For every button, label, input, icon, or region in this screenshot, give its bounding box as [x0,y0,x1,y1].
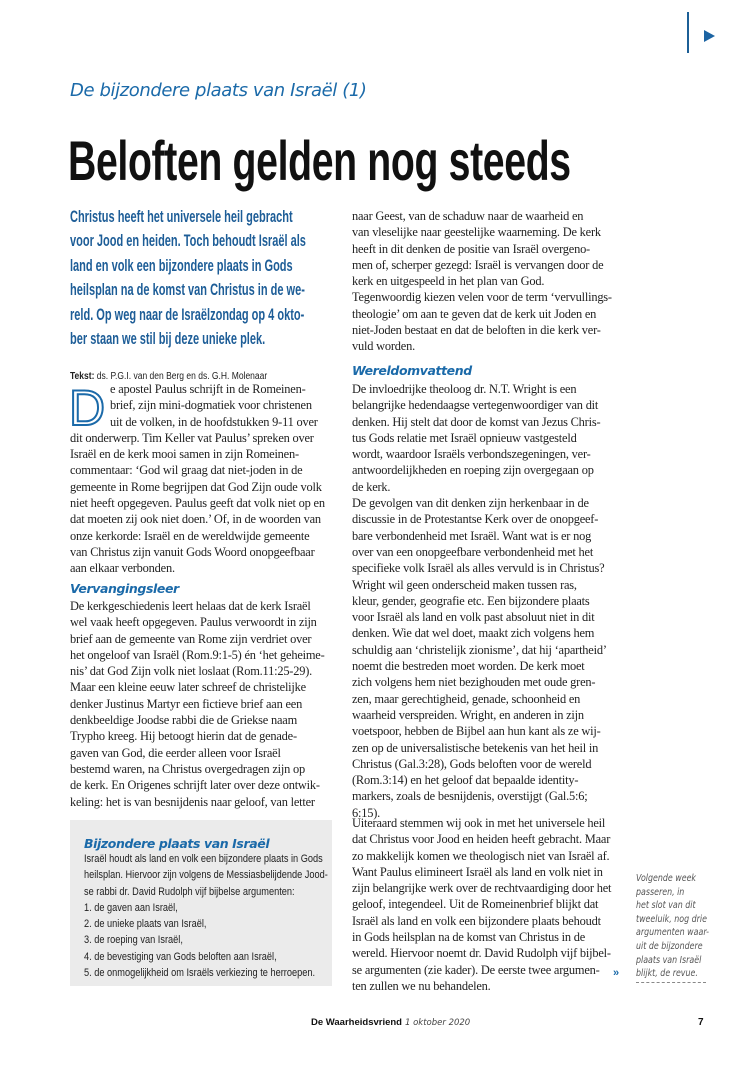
text-line: aan elkaar verbonden. [70,561,175,576]
text-line: Uiteraard stemmen wij ook in met het universele heil [352,816,606,830]
text-line: antwoordelijkheden en roeping zijn overgegaan op [352,463,594,478]
intro-paragraph [70,381,325,577]
text-line: voor Israël als land en volk past absoluut niet in dit [352,610,595,625]
section-paragraph [70,598,325,810]
credit-authors: ds. P.G.I. van den Berg en ds. G.H. Molenaar [96,371,268,382]
text-line: De kerkgeschiedenis leert helaas dat de kerk Israël [70,599,311,613]
text-line: schuldig aan ‘christelijk zionisme’, dat hij ‘apartheid’ [352,642,607,657]
page-footer [311,1017,470,1028]
text-line: 6:15). [352,805,381,820]
text-line: onze kerkorde: Israël en de wereldwijde gemeente [70,528,310,543]
text-line: uit de bijzondere [636,940,703,952]
text-line: Christus (Gal.3:28), Gods beloften voor de wereld [352,756,592,771]
text-line: 1. de gaven aan Israël, [84,901,178,914]
text-line: 5. de onmogelijkheid om Israëls verkiezing te herroepen. [84,967,316,980]
text-line: wordt, waardoor Israëls verbondszegeningen, ver- [352,447,591,462]
text-line: kleur, gender, geografie etc. Een bijzondere plaats [352,593,590,608]
text-line: Trypho kreeg. Hij betoogt hierin dat de genade- [70,729,297,744]
section-paragraph [352,381,607,821]
page-title: Beloften gelden nog steeds [68,129,571,192]
text-line: gemeente in Rome begrijpen dat God Zijn oude volk [70,479,322,494]
text-line: wel vaak heeft opgegeven. Paulus verwoordt in zijn [70,615,317,630]
text-line: tus Gods relatie met Israël opnieuw vastgesteld [352,430,577,445]
info-box-text [84,851,328,981]
text-line: Israël houdt als land en volk een bijzondere plaats in Gods [84,853,323,865]
text-line: tweeluik, nog drie [636,913,707,925]
credit-label: Tekst: [70,371,95,382]
text-line: Maar een kleine eeuw later schreef de christelijke [70,680,306,695]
text-line: Wright wil geen onderscheid maken tussen ras, [352,577,577,592]
text-line: De gevolgen van dit denken zijn herkenbaar in de [352,496,589,511]
text-line: specifieke volk Israël als alles vervuld is in Christus? [352,561,605,576]
text-line: Israël als land en volk een bijzondere plaats behoudt [352,913,601,928]
text-line: 4. de bevestiging van Gods beloften aan Israël, [84,950,277,963]
text-line: gaven van God, die eerder alleen voor Israël [70,745,281,760]
text-line: niet heeft opgegeven. Paulus geeft dat volk niet op en [70,496,325,511]
text-line: nis’ dat God Zijn volk niet loslaat (Rom.11:25-29). [70,664,313,679]
info-box-content [84,836,364,981]
info-box-heading: Bijzondere plaats van Israël [84,836,270,851]
sidebar-note [636,872,709,981]
text-line: commentaar: ‘God wil graag dat niet-joden in de [70,463,303,478]
text-line: denken. Hij stelt dat door de komst van Jezus Chris- [352,414,601,429]
text-line: zijn belangrijke werk over de rechtvaardiging door het [352,881,612,896]
text-line: dat Christus voor Jood en heiden heeft gebracht. Maar [352,832,611,847]
text-line: land en volk een bijzondere plaats in Gods [70,256,293,275]
text-line: 3. de roeping van Israël, [84,934,183,947]
text-line: over van een onopgeefbare verbondenheid met het [352,544,594,559]
page-number: 7 [698,1017,704,1028]
section-heading: Wereldomvattend [352,363,472,378]
text-line: in Gods heilsplan na de komst van Christus in de [352,930,586,945]
text-line: Want Paulus elimineert Israël als land en volk niet in [352,864,603,879]
text-line: men of, scherper gezegd: Israël is vervangen door de [352,257,604,272]
text-line: heeft in dit denken de positie van Israël overgeno- [352,241,590,256]
text-line: passeren, in [636,886,685,898]
text-line: keling: het is van besnijdenis naar geloof, van letter [70,794,315,809]
text-line: brief aan de gemeente van Rome zijn verdriet over [70,631,312,646]
series-kicker: De bijzondere plaats van Israël (1) [70,80,367,101]
text-line: argumenten waar- [636,927,709,939]
text-line: Israël en de kerk mooi samen in zijn Romeinen- [70,447,299,462]
text-line: Tegenwoordig kiezen velen voor de term ‘vervullings- [352,290,612,305]
continue-mark: » [613,967,620,979]
text-line: brief, zijn mini-dogmatiek voor christenen [110,398,312,413]
text-line: dat moeten zij ook niet doen.’ Of, in de woorden van [70,512,321,527]
text-line: uit de volken, in de hoofdstukken 9-11 over [110,414,318,429]
text-line: bare verbondenheid met Israël. Want wat is er nog [352,528,592,543]
next-page-arrow-icon[interactable] [704,30,715,42]
text-line: Volgende week [636,873,697,884]
text-line: discussie in de Protestantse Kerk over de onopgeef- [352,512,599,527]
text-line: denken. Wie dat wel doet, maakt zich volgens hem [352,626,595,641]
text-line: voor Jood en heiden. Toch behoudt Israël als [70,232,306,251]
text-line: plaats van Israël [636,954,702,966]
text-line: bestemd waren, na Christus overgedragen zijn op [70,761,306,776]
section-heading: Vervangingsleer [70,581,179,596]
text-line: denker Justinus Martyr een fictieve brief aan een [70,696,303,711]
text-line: naar Geest, van de schaduw naar de waarheid en [352,209,584,223]
text-line: zo makkelijk komen we theologisch niet van Israël af. [352,848,610,863]
text-line: vuld worden. [352,339,415,354]
text-line: ten zullen we nu behandelen. [352,978,491,993]
lead-paragraph [70,205,315,351]
text-line: het slot van dit [636,900,696,912]
text-line: van vleselijke naar geestelijke waarneming. De kerk [352,225,601,240]
text-line: blijkt, de revue. [636,968,698,980]
nav-divider [687,12,689,53]
text-line: e apostel Paulus schrijft in de Romeinen- [110,382,306,396]
text-line: zen op de universalistische betekenis van het heil in [352,740,599,755]
text-line: De invloedrijke theoloog dr. N.T. Wright is een [352,382,577,396]
text-line: geloof, integendeel. Uit de Romeinenbrief blijkt dat [352,897,599,912]
text-line: reld. Op weg naar de Israëlzondag op 4 okto- [70,305,305,324]
text-line: heilsplan. Hiervoor zijn volgens de Messiasbelijdende Jood- [84,869,328,882]
text-line: se argumenten (zie kader). De eerste twee argumen- [352,962,600,977]
text-line: kerk en uitgespeeld in het plan van God. [352,274,545,289]
text-line: heilsplan na de komst van Christus in de we- [70,281,305,300]
text-line: theologie’ om aan te geven dat de kerk uit Joden en [352,306,597,321]
issue-date: 1 oktober 2020 [404,1018,471,1028]
text-line: het ongeloof van Israël (Rom.9:1-5) én ‘het geheime- [70,647,325,662]
text-line: denkbeeldige Joodse rabbi die de Griekse naam [70,713,298,728]
text-line: zen, maar gerechtigheid, genade, schoonheid en [352,691,581,706]
publication-name: De Waarheidsvriend [311,1017,402,1028]
drop-cap: D [69,380,106,436]
text-line: waarheid verspreiden. Wright, en anderen in zijn [352,707,584,722]
text-line: zich volgens hem niet bezighouden met oude gren- [352,675,596,690]
text-line: markers, zoals de besnijdenis, overstijgt (Gal.5:6; [352,789,588,804]
closing-paragraph [352,815,611,994]
text-line: niet-Joden bestaat en dat de beloften in die kerk ver- [352,323,601,338]
text-line: de kerk. [352,479,391,494]
text-line: dit onderwerp. Tim Keller vat Paulus’ spreken over [70,430,314,445]
text-line: ber staan we stil bij deze unieke plek. [70,330,266,349]
text-line: noemt die bestreden moet worden. De kerk moet [352,659,585,674]
text-line: (Rom.3:14) en het geloof dat bepaalde identity- [352,773,579,788]
text-line: de kerk. En Origenes schrijft later over deze ontwik- [70,778,320,793]
text-line: Christus heeft het universele heil gebracht [70,208,293,226]
text-line: 2. de unieke plaats van Israël, [84,918,207,931]
text-line: se rabbi dr. David Rudolph vijf bijbelse argumenten: [84,885,295,898]
text-line: voetspoor, hebben de Bijbel aan hun kant als ze wij- [352,724,601,739]
text-line: wereld. Hiervoor noemt dr. David Rudolph vijf bijbel- [352,946,611,961]
column-paragraph [352,208,612,355]
text-line: belangrijke hedendaagse vertegenwoordiger van dit [352,398,599,413]
note-divider [636,982,706,983]
text-line: van Christus zijn vanuit Gods Woord onopgeefbaar [70,544,315,559]
